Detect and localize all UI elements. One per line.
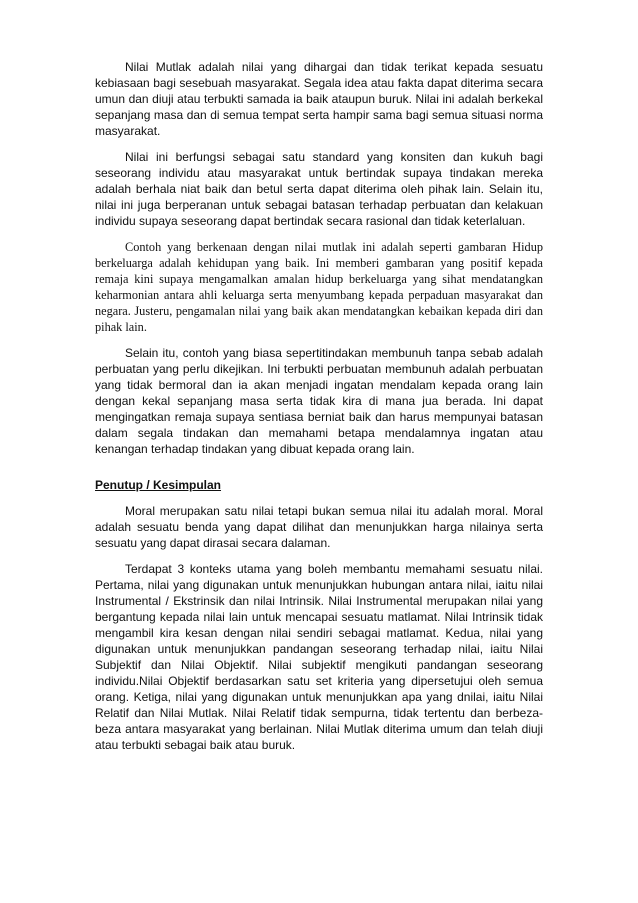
section-heading-conclusion: Penutup / Kesimpulan [95, 478, 222, 492]
paragraph-example-murder: Selain itu, contoh yang biasa sepertitindakan membunuh tanpa sebab adalah perbuatan yang perlu dikejikan. Ini terbukti perbuatan membunuh adalah perbuatan yang tidak bermoral dan ia akan menjadi ingatan mendalam kepada orang lain dengan kekal sepanjang masa serta tidak kira di mana jua berada. Ini dapat mengingatkan remaja supaya sentiasa berniat baik dan harus mempunyai batasan dalam segala tindakan dan memahami betapa mendalamnya ingatan atau kenangan terhadap tindakan yang dibuat kepada orang lain. [95, 346, 543, 456]
paragraph-nilai-mutlak-definition: Nilai Mutlak adalah nilai yang dihargai dan tidak terikat kepada sesuatu kebiasaan bagi sesebuah masyarakat. Segala idea atau fakta dapat diterima secara umun dan diuji atau terbukti samada ia baik ataupun buruk. Nilai ini adalah berkekal sepanjang masa dan di semua tempat serta hampir sama bagi semua situasi norma masyarakat. [95, 60, 543, 138]
paragraph-moral-definition: Moral merupakan satu nilai tetapi bukan semua nilai itu adalah moral. Moral adalah sesuatu benda yang dapat dilihat dan menunjukkan harga nilainya serta sesuatu yang dapat dirasai secara dalaman. [95, 504, 543, 550]
paragraph-three-contexts: Terdapat 3 konteks utama yang boleh membantu memahami sesuatu nilai. Pertama, nilai yang digunakan untuk menunjukkan hubungan antara nilai, iaitu nilai Instrumental / Ekstrinsik dan nilai Intrinsik. Nilai Instrumental merupakan nilai yang bergantung kepada nilai lain untuk mencapai sesuatu matlamat. Nilai Intrinsik tidak mengambil kira kesan dengan nilai sendiri sebagai matlamat. Kedua, nilai yang digunakan untuk menunjukkan pandangan seseorang terhadap nilai, iaitu Nilai Subjektif dan Nilai Objektif. Nilai subjektif mengikuti pandangan seseorang individu.Nilai Objektif berdasarkan satu set kriteria yang dipersetujui oleh semua orang. Ketiga, nilai yang digunakan untuk menunjukkan apa yang dnilai, iaitu Nilai Relatif dan Nilai Mutlak. Nilai Relatif tidak sempurna, tidak tertentu dan berbeza-beza antara masyarakat yang berlainan. Nilai Mutlak diterima umum dan telah diuji atau terbukti sebagai baik atau buruk. [95, 562, 543, 752]
paragraph-example-family: Contoh yang berkenaan dengan nilai mutlak ini adalah seperti gambaran Hidup berkeluarga adalah kehidupan yang baik. Ini memberi gambaran yang positif kepada remaja kini supaya mengamalkan amalan hidup berkeluarga yang sihat mendatangkan keharmonian antara ahli keluarga serta menyumbang kepada perpaduan masyarakat dan negara. Justeru, pengamalan nilai yang baik akan mendatangkan kebaikan kepada diri dan pihak lain. [95, 240, 543, 334]
paragraph-nilai-function: Nilai ini berfungsi sebagai satu standard yang konsiten dan kukuh bagi seseorang individu atau masyarakat untuk bertindak supaya tindakan mereka adalah berhala niat baik dan betul serta dapat diterima oleh pihak lain. Selain itu, nilai ini juga berperanan untuk sebagai batasan terhadap perbuatan dan kelakuan individu supaya seseorang dapat bertindak secara rasional dan tidak keterlaluan. [95, 150, 543, 228]
document-page [95, 59, 543, 753]
